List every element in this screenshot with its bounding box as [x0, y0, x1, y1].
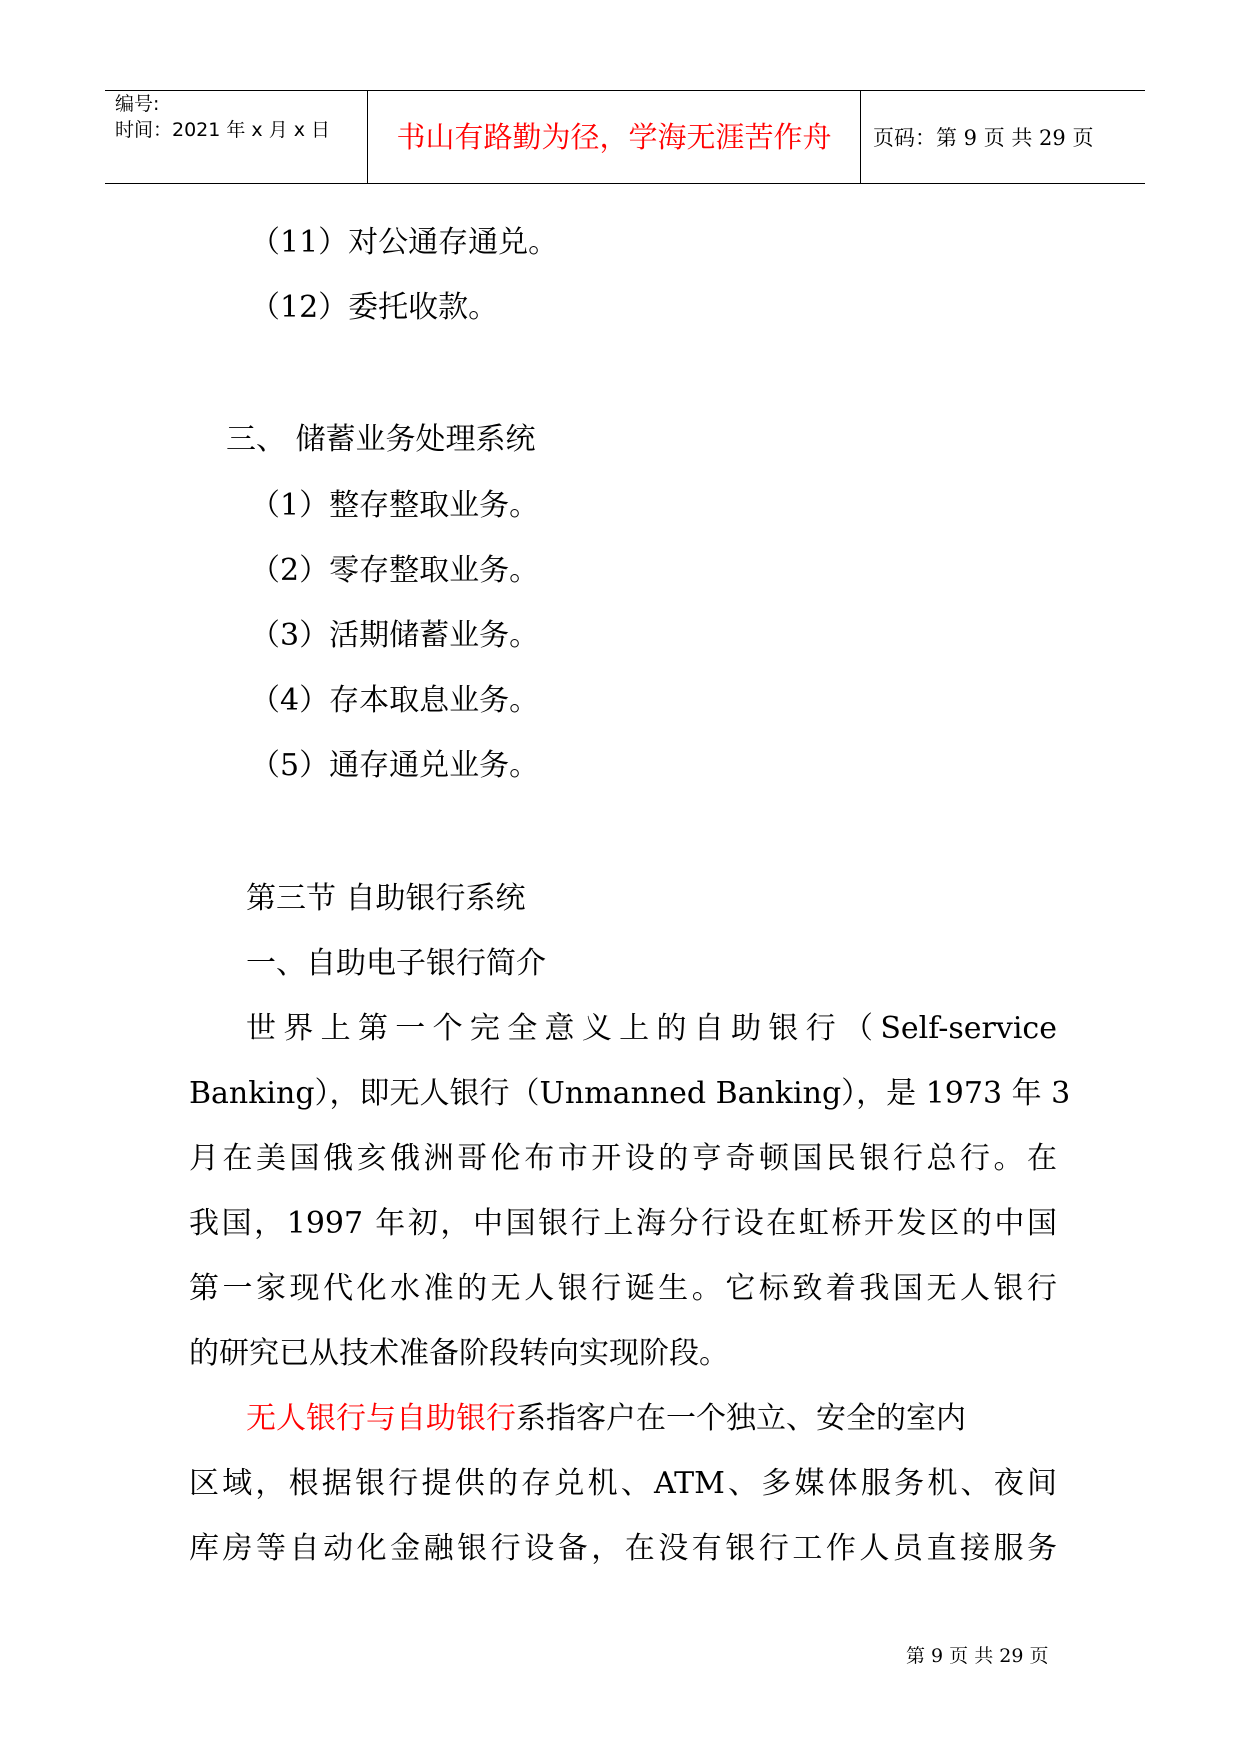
- paragraph-line: Banking），即无人银行（Unmanned Banking），是 1973 年 3: [189, 1076, 1071, 1111]
- document-time-label: 时间：2021 年 x 月 x 日: [115, 119, 331, 141]
- header-page-info: 页码：第 9 页 共 29 页: [873, 126, 1094, 150]
- page-header: [105, 90, 1145, 184]
- list-item: （2）零存整取业务。: [250, 553, 540, 588]
- page-footer: 第 9 页 共 29 页: [906, 1645, 1049, 1667]
- header-page-cell: [861, 91, 1145, 183]
- paragraph-line: [246, 1401, 966, 1437]
- list-item: （11）对公通存通兑。: [250, 225, 559, 260]
- header-motto: 书山有路勤为径，学海无涯苦作舟: [396, 120, 832, 154]
- document-number-label: 编号:: [115, 93, 160, 115]
- section-title: 三、 储蓄业务处理系统: [226, 422, 536, 457]
- list-item: （3）活期储蓄业务。: [250, 618, 540, 653]
- paragraph-line: 我国，1997 年初，中国银行上海分行设在虹桥开发区的中国: [189, 1206, 1057, 1241]
- list-item: （12）委托收款。: [250, 290, 499, 325]
- paragraph-line: 月在美国俄亥俄洲哥伦布市开设的亨奇顿国民银行总行。在: [189, 1141, 1057, 1176]
- header-meta-cell: [105, 91, 368, 183]
- list-item: （1）整存整取业务。: [250, 488, 540, 523]
- paragraph-line: 区域，根据银行提供的存兑机、ATM、多媒体服务机、夜间: [189, 1466, 1057, 1501]
- list-item: （5）通存通兑业务。: [250, 748, 540, 783]
- paragraph-text: 系指客户在一个独立、安全的室内: [516, 1401, 966, 1436]
- subsection-title: 一、自助电子银行简介: [246, 946, 546, 981]
- paragraph-line: 世界上第一个完全意义上的自助银行（Self-service: [246, 1011, 1057, 1046]
- paragraph-line: 的研究已从技术准备阶段转向实现阶段。: [189, 1336, 729, 1371]
- list-item: （4）存本取息业务。: [250, 683, 540, 718]
- chapter-title: 第三节 自助银行系统: [246, 881, 526, 916]
- paragraph-line: 库房等自动化金融银行设备，在没有银行工作人员直接服务: [189, 1531, 1057, 1566]
- highlighted-term: 无人银行与自助银行: [246, 1401, 516, 1436]
- paragraph-line: 第一家现代化水准的无人银行诞生。它标致着我国无人银行: [189, 1271, 1057, 1306]
- header-motto-cell: [368, 91, 861, 183]
